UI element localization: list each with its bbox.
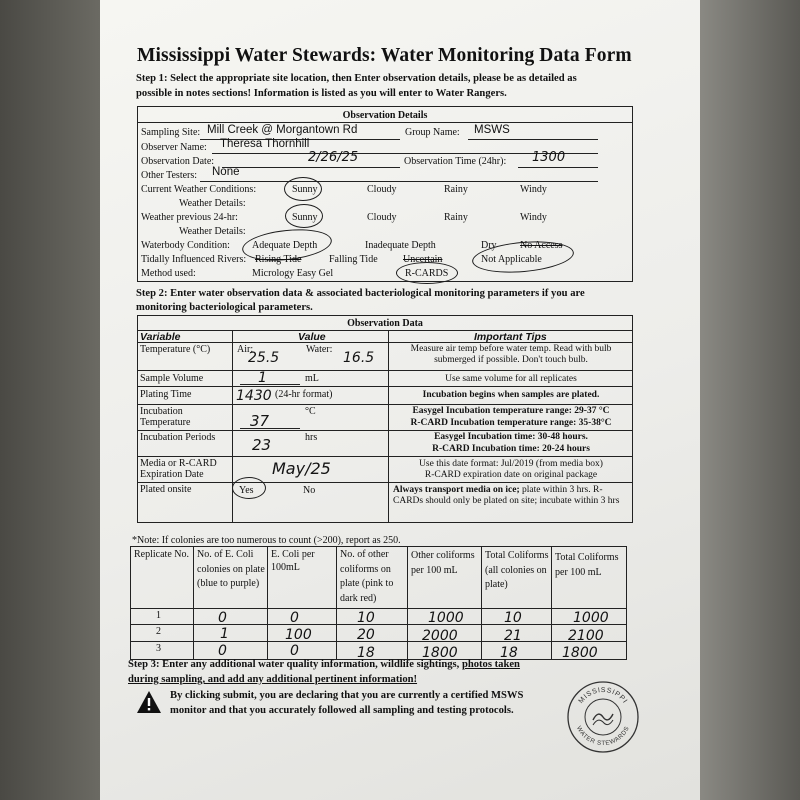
plating-time-value[interactable]: 1430 [236,388,272,404]
sampling-site-field[interactable]: Mill Creek @ Morgantown Rd [207,124,358,136]
header-ecoli-colonies: No. of E. Coli colonies on plate (blue to purple) [197,549,265,589]
row1-other-per-100ml[interactable]: 1000 [428,610,464,626]
observation-time-field[interactable]: 1300 [532,150,566,165]
incubation-period-tip-rcard: R-CARD Incubation time: 20-24 hours [432,444,590,454]
plating-time-tip: Incubation begins when samples are plated. [422,390,600,400]
media-expiration-label-2: Expiration Date [140,469,204,480]
current-weather-windy[interactable]: Windy [520,184,547,195]
waterbody-dry[interactable]: Dry [481,240,497,251]
current-weather-label: Current Weather Conditions: [141,184,257,195]
other-testers-field[interactable]: None [212,166,240,178]
observation-data-heading: Observation Data [347,318,423,329]
column-important-tips: Important Tips [474,331,547,343]
row2-other-coliforms[interactable]: 20 [357,627,375,643]
previous-weather-rainy[interactable]: Rainy [444,212,468,223]
svg-text:WATER STEWARDS: WATER STEWARDS [575,725,631,748]
plated-onsite-selected-circle [232,477,266,499]
header-total-coliforms: Total Coliforms (all colonies on plate) [485,550,549,590]
observation-time-label: Observation Time (24hr): [404,156,507,167]
water-label: Water: [306,344,333,355]
method-easygel[interactable]: Micrology Easy Gel [252,268,334,279]
column-value: Value [298,331,326,343]
row1-total-coliforms[interactable]: 10 [504,610,522,626]
header-replicate: Replicate No. [134,549,189,560]
row2-total-per-100ml[interactable]: 2100 [568,628,604,644]
step3-line1: Step 3: Enter any additional water quality information, wildlife sightings, photos taken [128,659,520,670]
step2-line2: monitoring bacteriological parameters. [136,302,313,313]
water-temperature-value[interactable]: 16.5 [343,350,375,366]
tidal-not-applicable[interactable]: Not Applicable [481,254,542,265]
incubation-periods-unit: hrs [305,432,318,443]
incubation-periods-value[interactable]: 23 [252,436,272,454]
temperature-label: Temperature (°C) [140,344,211,355]
incubation-temp-tip-easygel: Easygel Incubation temperature range: 29-37 °C [412,406,610,416]
incubation-temp-tip-rcard: R-CARD Incubation temperature range: 35-38°C [410,418,612,428]
step3-line2: during sampling, and add any additional pertinent information! [128,674,418,685]
step2-line1: Step 2: Enter water observation data & associated bacteriological monitoring parameters if you are [136,288,585,299]
sample-volume-unit: mL [305,373,319,384]
plated-onsite-no[interactable]: No [303,485,316,496]
row3-ecoli-colonies[interactable]: 0 [218,643,227,659]
plating-time-label: Plating Time [140,389,192,400]
incubation-period-tip-easygel: Easygel Incubation time: 30-48 hours. [434,432,588,442]
row1-total-per-100ml[interactable]: 1000 [573,610,609,626]
method-rcards[interactable]: R-CARDS [405,268,449,279]
tidal-uncertain[interactable]: Uncertain [403,254,443,265]
row3-ecoli-per-100ml[interactable]: 0 [290,643,299,659]
row1-other-coliforms[interactable]: 10 [357,610,375,626]
temperature-tip: Measure air temp before water temp. Read with bulb submerged if possible. Don't touch bulb. [410,344,612,365]
media-tip-format: Use this date format: Jul/2019 (from media box) [419,459,603,469]
current-weather-sunny[interactable]: Sunny [292,184,318,195]
media-expiration-label-1: Media or R-CARD [140,458,217,469]
air-label: Air: [237,344,254,355]
previous-weather-cloudy[interactable]: Cloudy [367,212,397,223]
row2-other-per-100ml[interactable]: 2000 [422,628,458,644]
background-right [700,0,800,800]
current-weather-selected-circle [284,177,322,201]
declaration-line2: monitor and that you accurately followed all sampling and testing protocols. [170,705,514,716]
group-name-field[interactable]: MSWS [474,124,510,136]
previous-weather-windy[interactable]: Windy [520,212,547,223]
incubation-temperature-unit: °C [305,406,316,417]
incubation-temperature-label-2: Temperature [140,417,191,428]
warning-icon [136,690,162,714]
previous-weather-sunny[interactable]: Sunny [292,212,318,223]
header-ecoli-per-100ml: E. Coli per 100mL [271,549,315,573]
incubation-temperature-value[interactable]: 37 [250,412,270,430]
row3-other-coliforms[interactable]: 18 [357,645,375,661]
paper-form [100,0,700,800]
msws-seal-logo [566,680,640,754]
row3-other-per-100ml[interactable]: 1800 [422,645,458,661]
media-expiration-value[interactable]: May/25 [272,459,331,478]
column-variable: Variable [140,331,181,343]
row2-ecoli-per-100ml[interactable]: 100 [285,627,312,643]
tidal-label: Tidally Influenced Rivers: [141,254,247,265]
media-tip-rcard: R-CARD expiration date on original package [424,470,598,480]
observation-details-heading: Observation Details [342,110,428,121]
waterbody-adequate-depth[interactable]: Adequate Depth [252,240,318,251]
method-label: Method used: [141,268,196,279]
current-weather-cloudy[interactable]: Cloudy [367,184,397,195]
current-weather-rainy[interactable]: Rainy [444,184,468,195]
plated-onsite-yes[interactable]: Yes [239,485,254,496]
previous-weather-details-label: Weather Details: [179,226,246,237]
sampling-site-label: Sampling Site: [141,127,201,138]
waterbody-inadequate-depth[interactable]: Inadequate Depth [365,240,436,251]
header-other-coliforms: No. of other coliforms on plate (pink to dark red) [340,549,394,604]
incubation-periods-label: Incubation Periods [140,432,216,443]
row3-replicate: 3 [156,643,161,654]
observation-date-field[interactable]: 2/26/25 [308,150,359,165]
row3-total-coliforms[interactable]: 18 [500,645,518,661]
row2-total-coliforms[interactable]: 21 [504,628,522,644]
tidal-falling[interactable]: Falling Tide [329,254,378,265]
svg-text:MISSISSIPPI: MISSISSIPPI [577,686,629,706]
sample-volume-label: Sample Volume [140,373,204,384]
header-total-coliforms-per-100ml: Total Coliforms per 100 mL [555,552,619,578]
step1-line1: Step 1: Select the appropriate site location, then Enter observation details, please be as detailed as [136,73,577,84]
method-selected-circle [396,262,458,284]
previous-weather-selected-circle [285,204,323,228]
declaration-line1: By clicking submit, you are declaring that you are currently a certified MSWS [170,690,524,701]
observer-name-label: Observer Name: [141,142,207,153]
tidal-rising[interactable]: Rising Tide [255,254,302,265]
step1-line2: possible in notes sections! Information is listed as you will enter to Water Rangers. [136,88,507,99]
sample-volume-tip: Use same volume for all replicates [445,374,577,384]
form-title: Mississippi Water Stewards: Water Monitoring Data Form [137,45,632,66]
row1-ecoli-colonies[interactable]: 0 [218,610,227,626]
air-temperature-value[interactable]: 25.5 [248,350,280,366]
header-other-coliforms-per-100ml: Other coliforms per 100 mL [411,550,475,576]
row2-ecoli-colonies[interactable]: 1 [220,626,229,642]
observer-name-field[interactable]: Theresa Thornhill [220,138,310,150]
row3-total-per-100ml[interactable]: 1800 [562,645,598,661]
observation-date-label: Observation Date: [141,156,215,167]
previous-weather-label: Weather previous 24-hr: [141,212,238,223]
plating-time-unit: (24-hr format) [275,389,333,400]
waterbody-no-access[interactable]: No Access [520,240,563,251]
plated-onsite-label: Plated onsite [140,484,192,495]
colonies-note: *Note: If colonies are too numerous to count (>200), report as 250. [132,535,401,546]
current-weather-details-label: Weather Details: [179,198,246,209]
waterbody-condition-label: Waterbody Condition: [141,240,230,251]
incubation-temperature-label-1: Incubation [140,406,183,417]
other-testers-label: Other Testers: [141,170,198,181]
background-left [0,0,100,800]
row1-replicate: 1 [156,610,161,621]
row1-ecoli-per-100ml[interactable]: 0 [290,610,299,626]
sample-volume-value[interactable]: 1 [258,370,267,386]
plated-onsite-tip: Always transport media on ice; plate within 3 hrs. R-CARDs should only be plated on site; incubate within 3 hrs [393,485,620,506]
row2-replicate: 2 [156,626,161,637]
group-name-label: Group Name: [405,127,460,138]
